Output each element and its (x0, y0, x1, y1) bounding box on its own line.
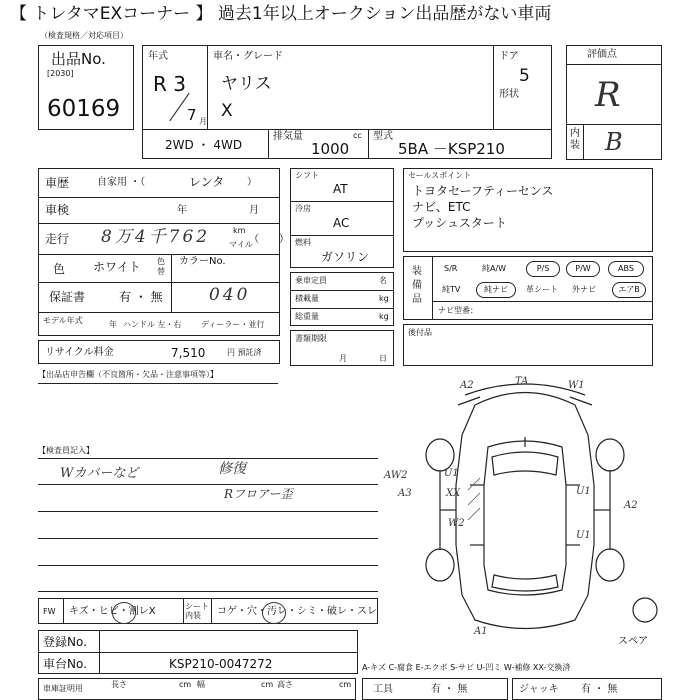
cert-cm-3: cm (339, 680, 352, 689)
fw-circle-mark (112, 602, 136, 624)
capacity-unit: 名 (379, 276, 387, 285)
history-label: 車歴 (45, 176, 70, 190)
tools-box (362, 678, 508, 700)
warranty-label: 保証書 (49, 290, 86, 304)
retrofit-box (403, 324, 653, 366)
car-name: ヤリス (221, 74, 272, 94)
drive-text: 2WD ・ 4WD (165, 138, 243, 152)
mileage-km: km (233, 226, 246, 235)
sales-point-3: プッシュスタート (412, 216, 507, 230)
cert-length: 長さ (111, 680, 127, 689)
grade-score: R (595, 75, 621, 115)
equip-airbag: エアB (612, 282, 646, 298)
inspector-note-3: Rフロアー歪 (224, 487, 293, 501)
displacement-value: 1000 (311, 140, 350, 158)
certificate-label: 車庫証明用 (43, 684, 83, 693)
doc-day-unit: 日 (379, 354, 387, 363)
equip-leather: 革シート (526, 285, 558, 294)
cert-cm-2: cm (261, 680, 274, 689)
equip-navi: 純ナビ (476, 282, 516, 298)
mileage-value: 8万4千762 (101, 227, 211, 247)
spare-label: スペア (618, 636, 648, 647)
fuel-value: ガソリン (321, 250, 370, 264)
mark-left-2: A3 (398, 488, 412, 499)
mark-right-u1b: U1 (576, 530, 591, 541)
mark-top-right: W1 (568, 380, 585, 391)
history-close: ） (247, 177, 257, 188)
lot-box (38, 45, 134, 130)
tools-value: 有 ・ 無 (431, 684, 468, 695)
mech-box (290, 168, 394, 268)
fuel-label: 燃料 (295, 238, 311, 247)
seller-note-label: 【出品店申告欄（不良箇所・欠品・注意事項等）】 (38, 370, 218, 379)
aircon-value: AC (333, 216, 350, 230)
registration-label: 登録No. (43, 635, 87, 649)
doc-month-unit: 月 (339, 354, 347, 363)
color-code-label: カラーNo. (179, 256, 226, 267)
doc-deadline-label: 書類期限 (295, 334, 327, 343)
mark-bottom: A1 (474, 626, 488, 637)
fw-items: キズ・ヒビ・割レX (69, 606, 156, 617)
mark-left-u1: U1 (444, 468, 459, 479)
shift-label: シフト (295, 171, 319, 180)
sales-point-1: トヨタセーフティーセンス (412, 184, 554, 198)
fw-label: FW (43, 607, 56, 616)
load-label: 積載量 (295, 294, 319, 303)
mark-left-xx: XX (446, 488, 461, 499)
grade-label: 評価点 (587, 49, 617, 60)
damage-legend: A-キズ C-腐食 E-エクボ S-サビ U-凹ミ W-補修 XX-交換済 (362, 663, 571, 672)
doors-label: ドア (499, 51, 519, 62)
interior-score: B (605, 128, 623, 156)
warranty-value: 有 ・ 無 (119, 290, 163, 304)
mark-top-left: A2 (460, 380, 474, 391)
displacement-label: 排気量 (273, 131, 303, 142)
gross-label: 総重量 (295, 312, 319, 321)
navi-model-label: ナビ型番： (438, 306, 478, 315)
mark-right-a2: A2 (624, 500, 638, 511)
mileage-paren: （ ） (249, 234, 289, 245)
car-name-label: 車名・グレード (213, 51, 283, 62)
model-year-unit: 年 (109, 320, 117, 329)
history-selected: レンタ (189, 175, 225, 189)
inspector-note-2: 修復 (218, 461, 246, 477)
equipment-box (403, 256, 653, 320)
interior-label: 内装 (570, 128, 580, 151)
cert-width: 幅 (197, 680, 205, 689)
fw-row (38, 598, 378, 624)
grade-box (566, 45, 662, 160)
doors-value: 5 (519, 66, 530, 86)
lot-code: [2030] (47, 69, 74, 78)
color-change-label: 色替 (157, 257, 165, 276)
equip-pw: P/W (566, 261, 600, 277)
seat-label: シート内装 (185, 602, 209, 620)
retrofit-label: 後付品 (408, 328, 432, 337)
color-code: 040 (209, 285, 251, 305)
model-year-row (38, 312, 280, 336)
tools-label: 工具 (373, 684, 393, 695)
mark-left-1: AW2 (384, 470, 408, 481)
equip-sr: S/R (444, 264, 458, 273)
inspector-note-1: Wカバーなど (60, 466, 139, 481)
year-value: R 3 (153, 72, 186, 96)
lot-label: 出品No. (51, 50, 106, 68)
color-value: ホワイト (93, 260, 141, 274)
seat-items: コゲ・穴・汚レ・シミ・破レ・スレ (217, 606, 377, 617)
color-label: 色 (53, 262, 66, 276)
inspection-label: 車検 (45, 203, 70, 217)
vehicle-main-box (142, 45, 552, 130)
year-label: 年式 (148, 51, 168, 62)
recycle-label: リサイクル料金 (45, 347, 114, 358)
equip-ext-navi: 外ナビ (572, 285, 596, 294)
model-year-label: モデル年式 (43, 316, 83, 325)
mark-left-w2: W2 (448, 518, 465, 529)
cert-height: 高さ (277, 680, 293, 689)
inspector-label: 【検査員記入】 (38, 446, 94, 455)
model-value: 5BA －KSP210 (398, 140, 505, 158)
capacity-label: 乗車定員 (295, 276, 327, 285)
history-options: 自家用 ・（ (97, 177, 146, 188)
aircon-label: 冷房 (295, 204, 311, 213)
jack-label: ジャッキ (519, 684, 559, 695)
details-box (38, 168, 289, 313)
displacement-unit: cc (353, 131, 362, 140)
sales-point-2: ナビ、ETC (412, 200, 471, 214)
mileage-label: 走行 (45, 232, 70, 246)
cert-cm-1: cm (179, 680, 192, 689)
banner (0, 0, 700, 30)
inspection-year: 年 (177, 205, 187, 216)
load-unit: kg (379, 294, 389, 303)
equipment-label: 装備品 (412, 266, 422, 305)
equip-aw: 純A/W (482, 264, 507, 273)
jack-value: 有 ・ 無 (581, 684, 618, 695)
recycle-row (38, 340, 280, 364)
header-note: （検査規格／対応項目） (40, 31, 128, 40)
jack-box (512, 678, 662, 700)
month-unit: 月 (199, 117, 207, 126)
inspection-month: 月 (249, 205, 259, 216)
chassis-value: KSP210-0047272 (169, 657, 273, 671)
handle-text: ハンドル 左・右 (123, 320, 182, 329)
doc-deadline-box (290, 330, 394, 366)
car-grade: X (221, 101, 233, 121)
weight-box (290, 272, 394, 326)
banner-text: 【 トレタマEXコーナー 】 過去1年以上オークション出品歴がない車両 (10, 4, 552, 24)
certificate-box (38, 678, 356, 700)
recycle-unit: 円 預託済 (227, 348, 262, 357)
seat-circle-mark (262, 602, 286, 624)
chassis-label: 車台No. (43, 657, 87, 671)
spec-row (142, 129, 552, 159)
mark-right-u1a: U1 (576, 486, 591, 497)
shape-label: 形状 (499, 89, 519, 100)
equip-ps: P/S (526, 261, 560, 277)
sales-points-label: セールスポイント (408, 171, 472, 180)
equip-abs: ABS (608, 261, 644, 277)
model-label: 型式 (373, 131, 393, 142)
car-diagram (380, 375, 670, 645)
month-value: 7 (187, 106, 197, 124)
gross-unit: kg (379, 312, 389, 321)
recycle-value: 7,510 (171, 346, 206, 360)
registration-box (38, 630, 358, 674)
sales-points-box (403, 168, 653, 252)
equip-tv: 純TV (442, 285, 461, 294)
mileage-mile: マイル (229, 240, 253, 249)
shift-value: AT (333, 182, 348, 196)
lot-number: 60169 (47, 96, 121, 122)
dealer-text: ディーラー・並行 (201, 320, 265, 329)
mark-top-mid: TA (515, 376, 529, 387)
